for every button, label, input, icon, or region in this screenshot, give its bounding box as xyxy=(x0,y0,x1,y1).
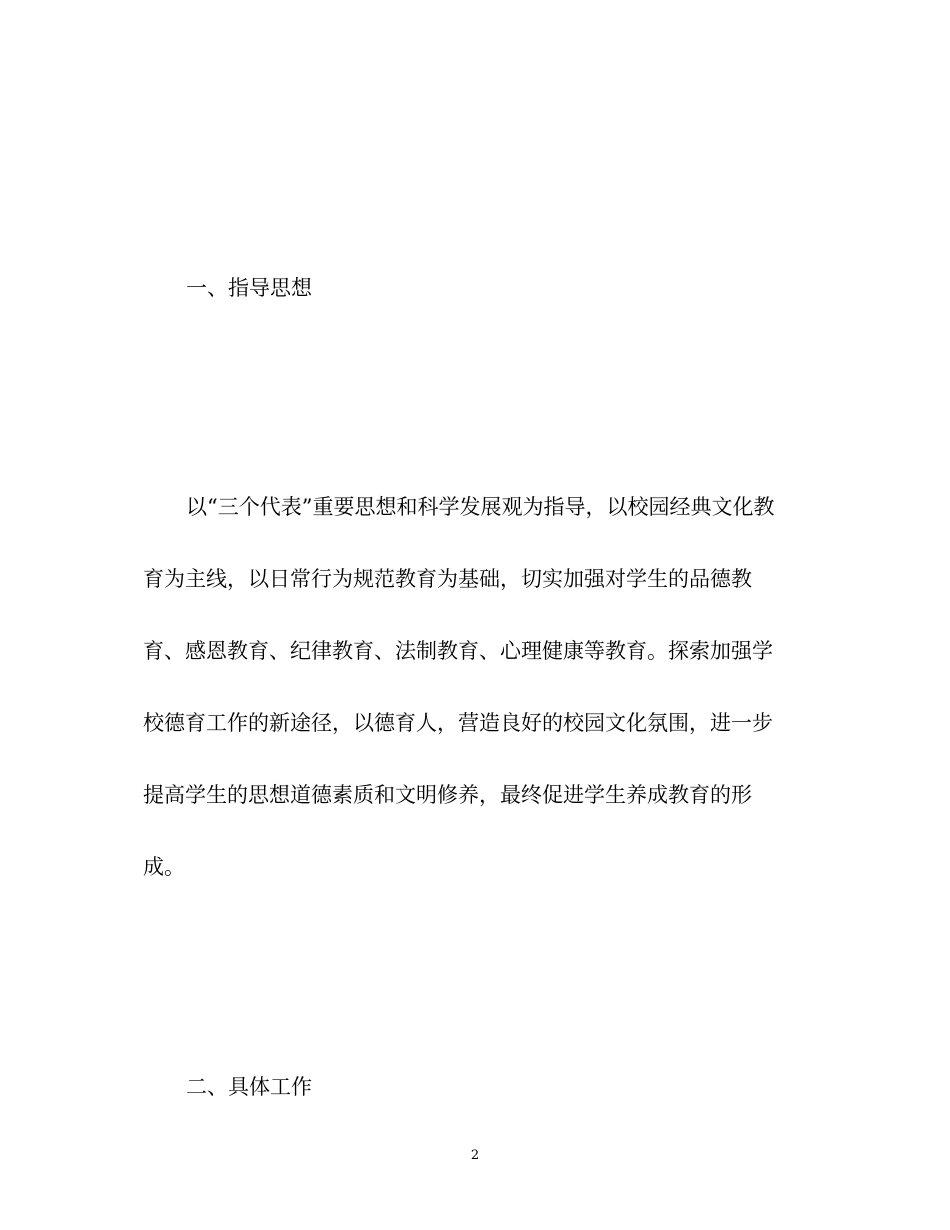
paragraph-line: 育为主线，以日常行为规范教育为基础，切实加强对学生的品德教 xyxy=(143,567,752,591)
section-heading-specific-work: 二、具体工作 xyxy=(186,1075,312,1099)
paragraph-line: 成。 xyxy=(143,855,185,879)
section-heading-guiding-ideology: 一、指导思想 xyxy=(186,276,312,300)
page-number: 2 xyxy=(470,1148,480,1163)
paragraph-line: 校德育工作的新途径，以德育人，营造良好的校园文化氛围，进一步 xyxy=(143,711,773,735)
paragraph-line: 以“三个代表”重要思想和科学发展观为指导，以校园经典文化教 xyxy=(186,495,775,519)
paragraph-line: 育、感恩教育、纪律教育、法制教育、心理健康等教育。探索加强学 xyxy=(143,639,773,663)
paragraph-line: 提高学生的思想道德素质和文明修养，最终促进学生养成教育的形 xyxy=(143,783,752,807)
